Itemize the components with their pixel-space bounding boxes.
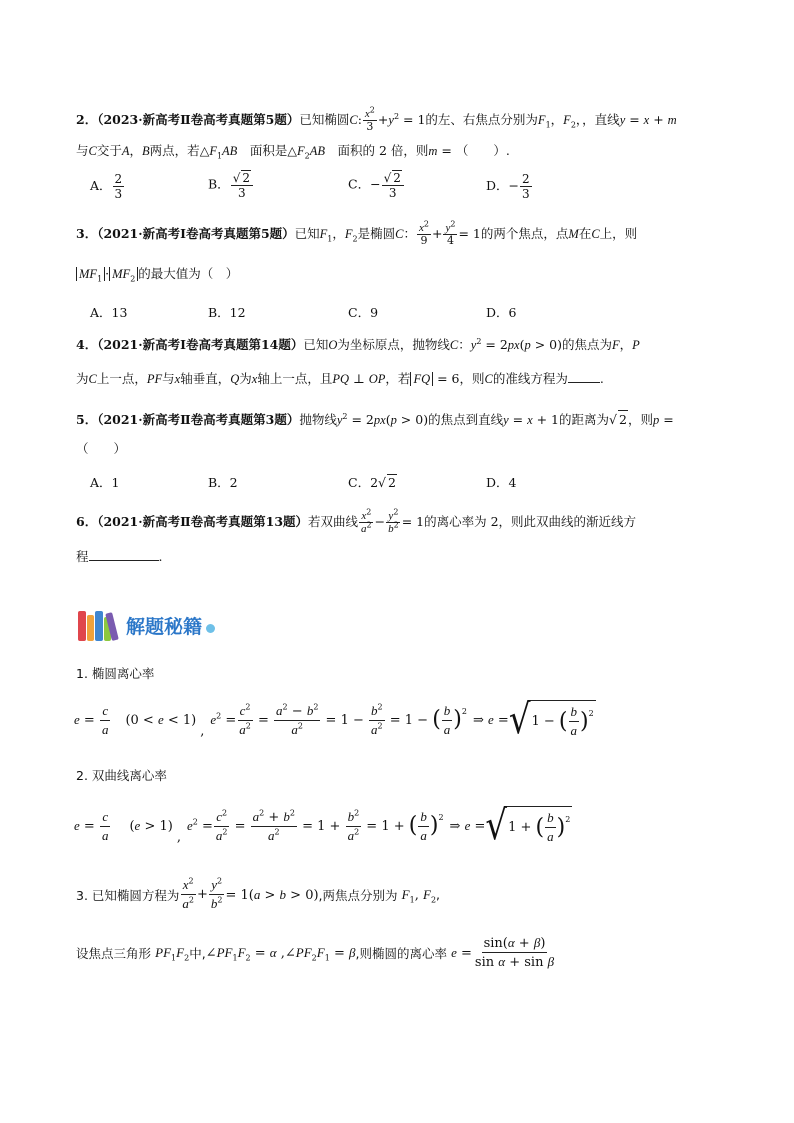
problem-4-line-2: 为C上一点，PF与x轴垂直，Q为x轴上一点，且PQ ⊥ OP，若 FQ = 6，则C的准线方程为 . (76, 371, 604, 386)
option-label: C． (348, 475, 371, 490)
problem-3-line-2: $MF_1 \cdot MF_2$ 的最大值为（ ） (76, 265, 238, 283)
problem-text: 上一点， (96, 371, 147, 386)
option-d: D．− $\frac{2}{3}$ (486, 172, 530, 201)
problem-source: （2023·新高考Ⅱ卷高考真题第5题） (97, 112, 300, 127)
problem-text: 轴垂直， (180, 371, 231, 386)
option-b: B． $\frac{√ 2}{3}$ (208, 170, 254, 200)
problem-6-line-1: 6．（2021·新高考Ⅱ卷高考真题第13题）若双曲线 $\frac{x^2}{a^2}$ − $\frac{y^2}{b^2}$ = 1的离心率为 2，则此双曲线的渐近线方 (76, 507, 637, 535)
answer-blank[interactable] (568, 370, 600, 383)
problem-text: 交于 (96, 143, 122, 158)
option-label: C． (348, 176, 371, 192)
problem-source: （2021·新高考Ⅰ卷高考真题第5题） (97, 226, 295, 241)
problem-text: 为坐标原点，抛物线 (337, 337, 450, 352)
problem-2-line-1: 2．（2023·新高考Ⅱ卷高考真题第5题）已知椭圆C: $\frac{x^2}{3}$ $+y^2 = 1$的左、右焦点分别为$F_1$，$F_2$，，直线y = x + m (76, 105, 677, 133)
tip-text: , (436, 887, 441, 902)
problem-text: 轴上一点，且 (257, 371, 333, 386)
tip-1-formula: e = $\frac{c}{a}$ (0 < e < 1) , $e^2$ = $\frac{c^2}{a^2}$ = $\frac{a^2 - b^2}{a^2}$ = 1 − $\frac{b^2}{a^2}$ = 1 − ( $\frac{b}{a}$ ) 2 ⇒ e = √ 1 − ( $\frac{b}{a}$ ) 2 (74, 696, 594, 744)
problem-text: 与 (76, 143, 89, 158)
problem-text: （ ）. (455, 143, 510, 158)
problem-number: 3． (76, 226, 98, 241)
option-c: C．9 (348, 305, 379, 320)
dot-icon (206, 624, 215, 633)
problem-text: 面积是 (249, 143, 288, 158)
option-c: C．2√ 2 (348, 475, 396, 490)
problem-2-line-2: 与C交于A，B两点，若$\triangle F_1AB$ 面积是$\triangle F_2AB$ 面积的 2 倍，则m = （ ）. (76, 143, 510, 161)
tip-text: 中, (189, 945, 206, 961)
tip-3-line-2: 设焦点三角形 $PF_1F_2$ 中, $\angle PF_1F_2 = \alpha$ $,\angle PF_2F_1 = \beta$ ,则椭圆的离心率 e = $\frac{\sin(\alpha + \beta)}{\text{sin α + sin β}}$ (76, 935, 555, 970)
problem-source: （2021·新高考Ⅱ卷高考真题第13题） (97, 514, 309, 529)
problem-text: 上，则 (599, 226, 638, 241)
math-fraction: $\frac{x^2}{3}$ (364, 105, 375, 133)
problem-text: 的最大值为（ ） (138, 266, 239, 281)
problem-4-line-1: 4．（2021·新高考Ⅰ卷高考真题第14题）已知O为坐标原点，抛物线C：$y^2 = 2px(p > 0)$的焦点为F，P (76, 336, 640, 352)
problem-number: 6． (76, 514, 98, 529)
problem-5-line-1: 5．（2021·新高考Ⅱ卷高考真题第3题）抛物线$y^2 = 2px(p > 0)$的焦点到直线y = x + 1的距离为√ 2，则p = (76, 411, 674, 427)
problem-text: 若双曲线 (308, 514, 359, 529)
option-label: B． (208, 176, 230, 192)
tip-text: ,两焦点分别为 (318, 887, 398, 903)
option-a: A． $\frac{2}{3}$ (90, 172, 123, 201)
problem-text: 为 (76, 371, 89, 386)
problem-text: ，若 (385, 371, 411, 386)
problem-number: 4． (76, 337, 98, 352)
problem-text: ，直线 (582, 112, 620, 127)
problem-text: 已知椭圆 (299, 112, 350, 127)
problem-text: 的距离为 (559, 412, 610, 427)
problem-number: 5． (76, 412, 98, 427)
problem-source: （2021·新高考Ⅱ卷高考真题第3题） (97, 412, 300, 427)
problem-text: 面积的 2 倍，则 (337, 143, 429, 158)
tip-3-line-1: 3. 已知椭圆方程为 $\frac{x^2}{a^2}$ + $\frac{y^2}{b^2}$ = 1(a > b > 0) ,两焦点分别为 $F_1$, $F_2$ , (76, 876, 441, 911)
problem-text: 的焦点为 (562, 337, 613, 352)
problem-text: 已知 (294, 226, 320, 241)
option-b: B．2 (208, 475, 238, 490)
problem-number: 2． (76, 112, 98, 127)
problem-6-line-2: 程 . (76, 549, 163, 564)
problem-text: 的准线方程为 (492, 371, 568, 386)
problem-text: 程 (76, 549, 89, 564)
problem-text: ，则 (459, 371, 485, 386)
problem-text: 抛物线 (299, 412, 337, 427)
problem-text: 与 (162, 371, 175, 386)
option-a: A．13 (90, 305, 128, 320)
problem-text: 在 (578, 226, 592, 241)
answer-blank[interactable] (89, 548, 159, 561)
tip-text: 3. 已知椭圆方程为 (76, 887, 180, 903)
option-d: D．4 (486, 475, 517, 490)
option-a: A．1 (90, 475, 120, 490)
problem-text: 为 (239, 371, 252, 386)
tip-text: ,则椭圆的离心率 (355, 945, 447, 961)
tip-2-label: 2. 双曲线离心率 (76, 768, 167, 783)
tip-text: 设焦点三角形 (76, 945, 152, 961)
option-c: C．− $\frac{√ 2}{3}$ (348, 170, 405, 200)
problem-source: （2021·新高考Ⅰ卷高考真题第14题） (97, 337, 304, 352)
problem-text: 的两个焦点，点 (480, 226, 569, 241)
option-label: A． (90, 178, 112, 193)
tip-2-formula: e = $\frac{c}{a}$ (e > 1) , $e^2$ = $\frac{c^2}{a^2}$ = $\frac{a^2 + b^2}{a^2}$ = 1 + $\frac{b^2}{a^2}$ = 1 + ( $\frac{b}{a}$ ) 2 ⇒ e = √ 1 + ( $\frac{b}{a}$ ) 2 (74, 802, 571, 850)
option-label: D． (486, 178, 509, 193)
section-title: 解题秘籍 (126, 615, 203, 638)
problem-5-line-2: （ ） (76, 441, 127, 456)
problem-text: 的离心率为 2，则此双曲线的渐近线方 (424, 514, 637, 529)
problem-text: ，则 (627, 412, 653, 427)
option-d: D．6 (486, 305, 517, 320)
problem-text: 的焦点到直线 (428, 412, 504, 427)
problem-text: 两点，若 (149, 143, 200, 158)
problem-text: 是椭圆 (357, 226, 396, 241)
tip-1-label: 1. 椭圆离心率 (76, 666, 155, 681)
problem-text: 已知 (303, 337, 329, 352)
problem-text: 的左、右焦点分别为 (425, 112, 538, 127)
problem-3-line-1: 3．（2021·新高考Ⅰ卷高考真题第5题）已知$F_1$，$F_2$是椭圆C： $\frac{x^2}{9}$ + $\frac{y^2}{4}$ = 1的两个焦点，点M在C上，则 (76, 219, 638, 247)
section-header (76, 608, 215, 642)
option-b: B．12 (208, 305, 246, 320)
books-icon (76, 609, 124, 641)
